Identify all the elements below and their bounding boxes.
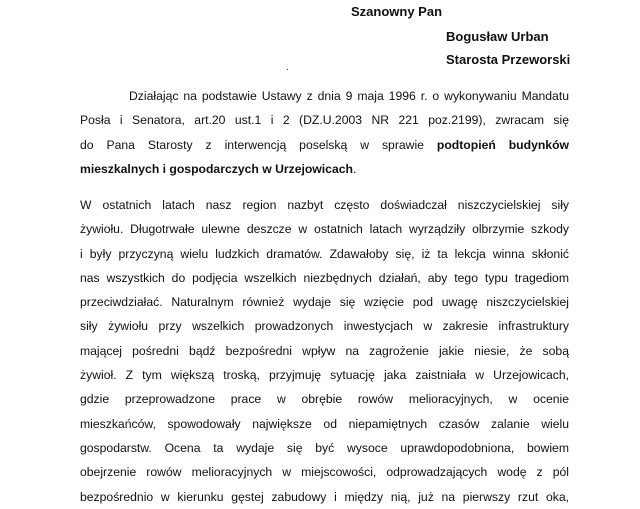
body-line: siły żywiołu przy wszelkich prowadzonych inwestycjach w zakresie infrastruktury bbox=[80, 319, 569, 334]
body-line: mieszkańców, spowodowały największe od niepamiętnych czasów zalanie wielu bbox=[80, 416, 569, 431]
salutation: Szanowny Pan bbox=[351, 4, 443, 19]
intro-line bbox=[80, 108, 569, 132]
body-line: obejrzenie rowów melioracyjnych w miejscowości, odprowadzających wodę z pól bbox=[80, 465, 569, 480]
body-line: mającej pośredni bądź bezpośredni wpływ na zagrożenie jakie niesie, że sobą bbox=[80, 343, 569, 358]
addressee-office: Starosta Przeworski bbox=[446, 52, 571, 67]
intro-line bbox=[80, 84, 569, 108]
body-line: gdzie przeprowadzone prace w obrębie rowów melioracyjnych, w ocenie bbox=[80, 392, 569, 407]
intro-line bbox=[80, 133, 569, 157]
intro-subject-bold: mieszkalnych i gospodarczych w Urzejowicach bbox=[80, 161, 353, 176]
intro-line-text: . bbox=[352, 161, 357, 176]
body-line: i były przyczyną wielu ludzkich dramatów. Zdawałoby się, iż ta lekcja winna skłonić bbox=[80, 246, 569, 261]
intro-line-text: do Pana Starosty z interwencją poselską w sprawie bbox=[80, 137, 437, 152]
body-line: żywioł. Z tym większą troską, przyjmuję sytuację jaka zaistniała w Urzejowicach, bbox=[80, 368, 569, 383]
scan-speck: . bbox=[286, 62, 289, 73]
body-line: przeciwdziałać. Naturalnym również wydaje się wzięcie pod uwagę niszczycielskiej bbox=[80, 295, 569, 310]
intro-paragraph bbox=[80, 84, 569, 181]
addressee-name: Bogusław Urban bbox=[446, 29, 549, 44]
body-line: W ostatnich latach nasz region nazbyt często doświadczał niszczycielskiej siły bbox=[80, 198, 569, 212]
intro-line-text: Działając na podstawie Ustawy z dnia 9 maja 1996 r. o wykonywaniu Mandatu bbox=[129, 89, 569, 103]
body-paragraph bbox=[80, 193, 569, 509]
intro-line bbox=[80, 157, 569, 181]
body-line: nas wszystkich do podjęcia wszelkich niezbędnych działań, aby tego typu tragediom bbox=[80, 270, 569, 285]
intro-subject-bold: podtopień budynków bbox=[436, 137, 569, 152]
body-line: żywiołu. Długotrwałe ulewne deszcze w ostatnich latach wyrządziły olbrzymie szkody bbox=[80, 222, 569, 237]
body-line: gospodarstw. Ocena ta wydaje się być wysoce uprawdopodobniona, bowiem bbox=[80, 440, 569, 455]
body-line: bezpośrednio w kierunku gęstej zabudowy i między nią, już na pierwszy rzut oka, bbox=[80, 489, 569, 504]
intro-line-text: Posła i Senatora, art.20 ust.1 i 2 (DZ.U.2003 NR 221 poz.2199), zwracam się bbox=[80, 113, 569, 128]
